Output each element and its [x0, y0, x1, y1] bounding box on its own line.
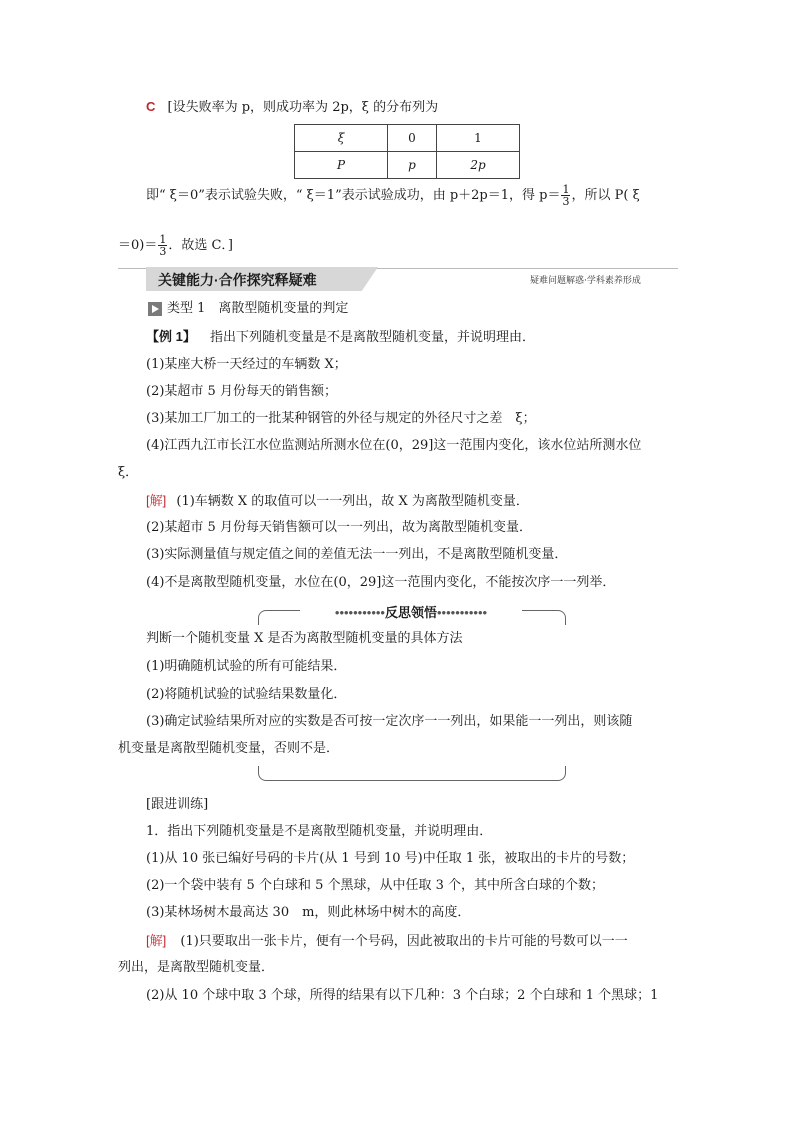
example-1 [146, 328, 535, 347]
table-cell: P [295, 152, 388, 179]
reflect-box-bottom [258, 766, 566, 781]
reflect-item: (3)确定试验结果所对应的实数是否可按一定次序一一列出，如果能一一列出，则该随 [146, 714, 633, 729]
solution-text: (1)只要取出一张卡片，便有一个号码，因此被取出的卡片可能的号数可以一一 [180, 934, 628, 949]
table-cell: 1 [437, 125, 520, 152]
answer-text: 即“ ξ＝0”表示试验失败，“ ξ＝1”表示试验成功，由 p＋2p＝1，得 p＝ [146, 188, 561, 203]
answer-letter: C [146, 99, 156, 114]
table-cell: p [388, 152, 437, 179]
example-text: 指出下列随机变量是不是离散型随机变量，并说明理由． [209, 330, 535, 345]
reflect-title: •••••••••••反思领悟••••••••••• [300, 602, 522, 621]
table-row [295, 125, 520, 152]
reflect-item: (2)将随机试验的试验结果数量化． [146, 687, 347, 702]
practice-question: 1．指出下列随机变量是不是离散型随机变量，并说明理由． [146, 824, 493, 839]
reflect-item: (1)明确随机试验的所有可能结果． [146, 659, 347, 674]
solution-text: (1)车辆数 X 的取值可以一一列出，故 X 为离散型随机变量． [176, 494, 529, 509]
fraction-denominator: 3 [562, 195, 570, 208]
practice-item: (2)一个袋中装有 5 个白球和 5 个黑球，从中任取 3 个，其中所含白球的个数； [146, 878, 605, 893]
practice-solution: (2)从 10 个球中取 3 个球，所得的结果有以下几种：3 个白球；2 个白球和 1 个黑球；1 [146, 988, 659, 1003]
solution-line: (4)不是离散型随机变量，水位在(0，29]这一范围内变化，不能按次序一一列举． [146, 575, 616, 590]
answer-text: ＝0)＝ [118, 238, 158, 253]
list-item: (4)江西九江市长江水位监测站所测水位在(0，29]这一范围内变化，该水位站所测水位 [146, 438, 642, 453]
practice-tag: [跟进训练] [146, 797, 209, 812]
practice-solution [146, 932, 628, 951]
solution-line [146, 492, 529, 511]
distribution-table [294, 124, 520, 179]
practice-item: (3)某林场树木最高达 30 m，则此林场中树木的高度． [146, 905, 471, 920]
solution-line: (2)某超市 5 月份每天销售额可以一一列出，故为离散型随机变量． [146, 520, 532, 535]
list-item-cont: ξ． [118, 465, 139, 480]
list-item: (2)某超市 5 月份每天的销售额； [146, 384, 337, 399]
section-title: 关键能力·合作探究释疑难 [158, 272, 317, 288]
list-item: (1)某座大桥一天经过的车辆数 X； [146, 357, 347, 372]
fraction [561, 184, 570, 207]
table-row [295, 152, 520, 179]
answer-line-2 [146, 184, 640, 207]
practice-item: (1)从 10 张已编好号码的卡片(从 1 号到 10 号)中任取 1 张，被取出的卡片的号数； [146, 851, 635, 866]
fraction-denominator: 3 [159, 245, 167, 258]
practice-solution-cont: 列出，是离散型随机变量． [118, 960, 275, 975]
section-subtitle: 疑难问题解惑·学科素养形成 [530, 276, 641, 286]
solution-tag: [解] [146, 933, 167, 948]
example-tag: 【例 1】 [146, 329, 196, 344]
reflect-heading: 判断一个随机变量 X 是否为离散型随机变量的具体方法 [146, 631, 463, 646]
reflect-item-cont: 机变量是离散型随机变量，否则不是． [118, 741, 340, 756]
fraction-numerator: 1 [159, 233, 167, 246]
type-heading: 类型 1 离散型随机变量的判定 [167, 301, 349, 316]
reflect-title-text: 反思领悟 [384, 605, 437, 620]
answer-text: ．故选 C．] [168, 238, 233, 253]
list-item: (3)某加工厂加工的一批某种钢管的外径与规定的外径尺寸之差 ξ； [146, 411, 536, 426]
table-cell: ξ [295, 125, 388, 152]
answer-line-3 [118, 234, 233, 257]
answer-line-1 [146, 98, 438, 117]
fraction [158, 234, 167, 257]
answer-intro: [设失败率为 p，则成功率为 2p，ξ 的分布列为 [167, 100, 439, 115]
table-cell: 2p [437, 152, 520, 179]
answer-text: ，所以 P( ξ [571, 188, 640, 203]
solution-tag: [解] [146, 493, 167, 508]
table-cell: 0 [388, 125, 437, 152]
fraction-numerator: 1 [562, 183, 570, 196]
solution-line: (3)实际测量值与规定值之间的差值无法一一列出，不是离散型随机变量． [146, 547, 568, 562]
play-triangle-icon [148, 302, 162, 316]
